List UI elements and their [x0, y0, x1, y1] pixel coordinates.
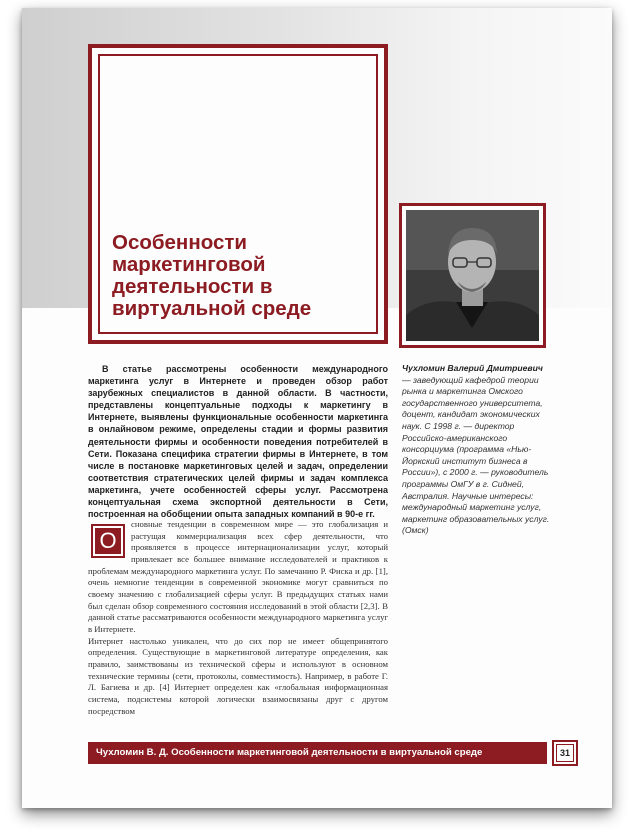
dropcap-letter: О	[95, 528, 121, 554]
author-name: Чухломин Валерий Дмитриевич	[402, 363, 543, 373]
author-bio: — заведующий кафедрой теории рынка и маркетинга Омского государственного университета, доцент, кандидат экономических наук. С 1998 г. — директор Российско-американского консорциума (программа «Нью-Йоркский институт бизнеса в России»), с 2000 г. — руководитель программы ОмГУ в г. Сидней, Австралия. Научные интересы: международный маркетинг услуг, маркетинг образовательных услуг. (Омск)	[402, 374, 550, 536]
article-title: Особенности маркетинговой деятельности в виртуальной среде	[112, 231, 312, 320]
author-info	[402, 363, 552, 537]
dropcap-spacer	[88, 519, 131, 556]
author-portrait-image	[406, 210, 539, 341]
article-body	[88, 519, 388, 717]
body-paragraph-2: Интернет настолько уникален, что до сих пор не имеет общепринятого определения. Существующие в маркетинговой литературе определения, как правило, заимствованы из технической сферы и используют в основном технические термины (сети, протоколы, совместимость). Например, в работе Г. Л. Багиева и др. [4] Интернет определен как «глобальная информационная система, подсистемы которой логически взаимосвязаны друг с другом посредством	[88, 635, 388, 716]
page-number: 31	[556, 744, 574, 762]
footer-running-title: Чухломин В. Д. Особенности маркетинговой деятельности в виртуальной среде	[96, 747, 483, 758]
author-photo	[406, 210, 539, 341]
body-paragraph-1: сновные тенденции в современном мире — это глобализация и растущая коммерциализация всех сфер деятельности, что проявляется в процессе интернационализации услуг, который привлекает все большее внимание исследователей и практиков к проблемам международного маркетинга услуг. По замечанию Р. Фиска и др. [1], очень немногие тенденции в современной экономике могут сравниться по своему значению с глобализацией сферы услуг. В предыдущих статьях нами был сделан обзор современного состояния исследований в этой области [2,3]. В данной статье рассматриваются особенности международного маркетинга услуг в Интернете.	[88, 519, 388, 634]
article-abstract: В статье рассмотрены особенности международного маркетинга услуг в Интернете и проведен обзор работ зарубежных специалистов в данной области. В частности, представлены концептуальные подходы к маркетингу в Интернете, выявлены функциональные особенности маркетинга в онлайновом режиме, определены стадии и формы развития деятельности фирмы и особенности поведения потребителей в Сети. Показана специфика стратегии фирмы в Интернете, в том числе в постановке маркетинговых целей и задач, определении соответствия стратегических целей фирмы и задач комплекса маркетинга, учете особенностей сферы услуг. Рассмотрена концептуальная схема экспортной деятельности в Сети, построенная на обобщении опыта западных компаний в 90-е гг.	[88, 364, 388, 520]
